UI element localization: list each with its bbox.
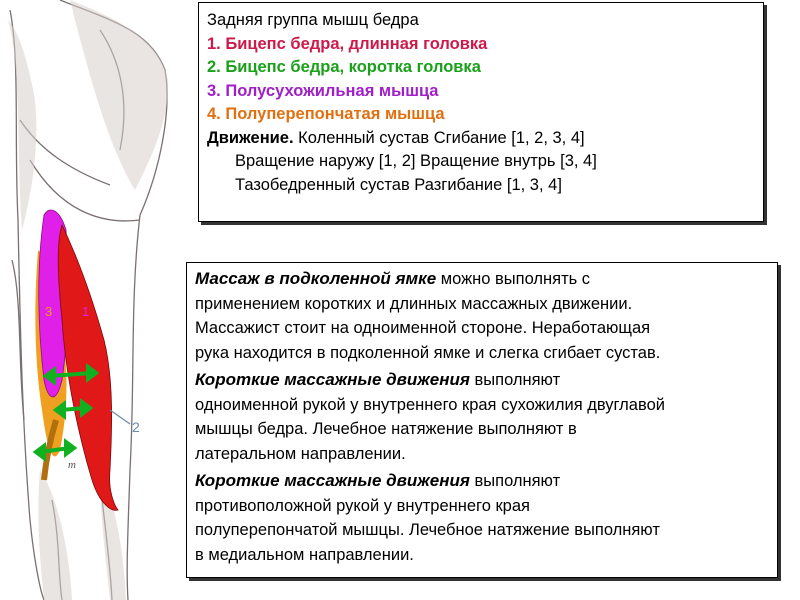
paragraph-1-line-2: применением коротких и длинных массажных движении. xyxy=(195,294,633,313)
label-2: 2 xyxy=(132,419,140,435)
muscle-item-2: 2. Бицепс бедра, коротка головка xyxy=(207,58,481,76)
movement-label: Движение. xyxy=(207,128,294,147)
muscle-item-3: 3. Полусухожильная мышца xyxy=(207,81,439,100)
movement-line-3: Тазобедренный сустав Разгибание [1, 3, 4] xyxy=(235,175,562,194)
paragraph-3-line-1: выполняют xyxy=(469,472,561,490)
movement-line-2: Вращение наружу [1, 2] Вращение внутрь [3, 4] xyxy=(235,152,597,170)
paragraph-1-lead: Массаж в подколенной ямке xyxy=(195,269,437,288)
label-m: m xyxy=(68,459,76,471)
muscle-item-4: 4. Полуперепончатая мышца xyxy=(207,105,445,123)
movement-line-1 xyxy=(207,127,755,151)
paragraph-2 xyxy=(195,368,769,466)
muscle-item-1: 1. Бицепс бедра, длинная головка xyxy=(207,34,488,53)
paragraph-2-line-4: латеральном направлении. xyxy=(195,444,406,463)
paragraph-3 xyxy=(195,469,769,567)
paragraph-3-line-4: в медиальном направлении. xyxy=(195,545,414,564)
paragraph-1-line-1: можно выполнять с xyxy=(436,270,591,288)
thigh-muscles-illustration xyxy=(0,0,200,600)
paragraph-2-lead: Короткие массажные движения xyxy=(195,370,470,389)
paragraph-1-line-3: Массажист стоит на одноименной стороне. Неработающая xyxy=(195,319,651,337)
paragraph-2-line-2: одноименной рукой у внутреннего края сухожилия двуглавой xyxy=(195,395,665,414)
label-1: 1 xyxy=(82,304,90,319)
paragraph-1-line-4: рука находится в подколенной ямке и слегка сгибает сустав. xyxy=(195,343,661,362)
muscle-group-title: Задняя группа мышц бедра xyxy=(207,11,419,29)
paragraph-3-line-3: полуперепончатой мышцы. Лечебное натяжение выполняют xyxy=(195,521,660,539)
paragraph-3-lead: Короткие массажные движения xyxy=(195,471,470,490)
paragraph-2-line-3: мышцы бедра. Лечебное натяжение выполняют в xyxy=(195,420,577,438)
paragraph-1 xyxy=(195,267,769,365)
movement-text-1: Коленный сустав Сгибание [1, 2, 3, 4] xyxy=(293,128,585,147)
paragraph-2-line-1: выполняют xyxy=(469,371,561,389)
muscle-group-box xyxy=(198,2,764,222)
label-3: 3 xyxy=(45,304,53,319)
paragraph-3-line-2: противоположной рукой у внутреннего края xyxy=(195,496,530,515)
massage-text-box xyxy=(186,262,778,578)
